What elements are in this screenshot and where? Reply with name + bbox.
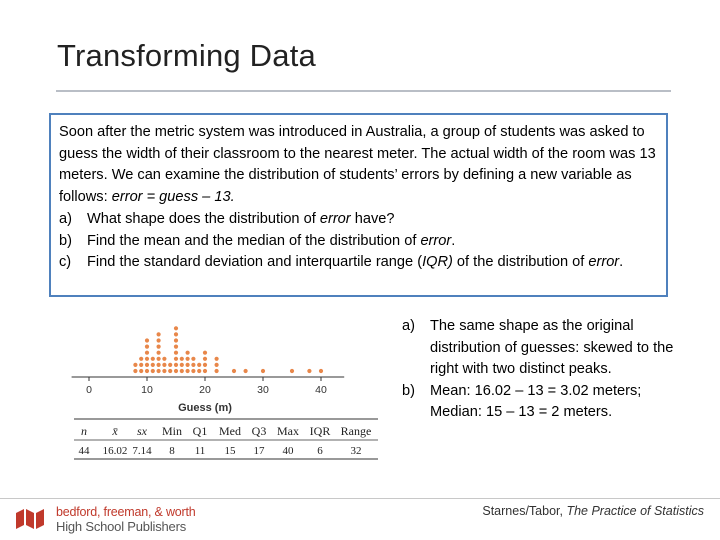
data-dot [145, 338, 149, 342]
stats-value: 8 [169, 445, 175, 457]
stats-value: 6 [317, 445, 323, 457]
data-dot [151, 363, 155, 367]
data-dot [191, 363, 195, 367]
logo-line-2: High School Publishers [56, 519, 187, 534]
data-dot [232, 369, 236, 373]
stats-header: Max [277, 424, 299, 438]
data-dot [145, 369, 149, 373]
credit-authors: Starnes/Tabor, [482, 504, 567, 518]
data-dot [174, 326, 178, 330]
data-dot [319, 369, 323, 373]
stats-value: 40 [282, 445, 294, 457]
x-tick-label: 30 [257, 384, 269, 396]
stats-header: Q1 [192, 424, 208, 438]
data-dot [186, 351, 190, 355]
data-dot [133, 363, 137, 367]
question-a [59, 209, 658, 231]
answer-label: a) [402, 318, 415, 334]
slide-title: Transforming Data [57, 38, 316, 73]
stats-header: IQR [309, 424, 331, 438]
x-tick-label: 0 [86, 384, 92, 396]
stats-header: Min [161, 424, 183, 438]
data-dot [157, 351, 161, 355]
data-dot [203, 369, 207, 373]
stats-value: 16.02 [102, 445, 128, 457]
stats-value: 7.14 [132, 445, 152, 457]
data-dot [215, 363, 219, 367]
data-dot [139, 357, 143, 361]
footer-credit [482, 504, 704, 518]
data-dot [180, 363, 184, 367]
question-text-end: have? [350, 210, 395, 227]
stats-value: 17 [253, 445, 265, 457]
stats-value: 11 [194, 445, 206, 457]
data-dot [186, 369, 190, 373]
data-dot [157, 345, 161, 349]
data-dot [180, 357, 184, 361]
data-dot [174, 332, 178, 336]
question-b [59, 231, 658, 253]
data-dot [157, 363, 161, 367]
data-dot [244, 369, 248, 373]
answer-b [402, 381, 692, 424]
data-dot [151, 369, 155, 373]
question-label: b) [59, 232, 72, 249]
dotplot-figure [70, 316, 382, 466]
data-dot [157, 357, 161, 361]
question-emphasis: error [319, 210, 351, 227]
data-dot [174, 351, 178, 355]
data-dot [174, 369, 178, 373]
x-tick-label: 10 [141, 384, 153, 396]
question-text-mid: of the distribution of [452, 254, 589, 271]
question-text: Find the mean and the median of the distribution of [87, 232, 421, 249]
logo-line-1: bedford, freeman, & worth [56, 505, 196, 519]
problem-intro-text: Soon after the metric system was introduced in Australia, a group of students was asked to guess the width of their classroom to the nearest meter. The actual width of the room was 13 meters. We can examine the distribution of students’ errors by defining a new variable as follows: [59, 124, 656, 206]
data-dot [139, 363, 143, 367]
question-c [59, 252, 658, 274]
question-label: c) [59, 254, 72, 271]
answer-text: The same shape as the original distribution of guesses: skewed to the right with two distinct peaks. [430, 318, 674, 377]
problem-intro [59, 122, 658, 209]
answer-text: Mean: 16.02 – 13 = 3.02 meters; Median: 15 – 13 = 2 meters. [430, 382, 642, 420]
stats-value: 44 [78, 445, 90, 457]
data-dot [145, 363, 149, 367]
answers-block [402, 316, 692, 424]
question-emphasis: IQR) [422, 254, 453, 271]
data-dot [162, 369, 166, 373]
data-dot [157, 338, 161, 342]
data-dot [168, 369, 172, 373]
stats-header: Q3 [251, 424, 267, 438]
data-dot [174, 357, 178, 361]
data-dot [145, 345, 149, 349]
stats-header: x̄ [112, 424, 118, 438]
data-dot [215, 357, 219, 361]
question-emphasis: error [420, 232, 452, 249]
data-dot [157, 369, 161, 373]
data-dot [203, 351, 207, 355]
question-text: What shape does the distribution of [87, 210, 320, 227]
x-tick-label: 20 [199, 384, 211, 396]
data-dot [191, 357, 195, 361]
data-dot [174, 345, 178, 349]
publisher-mark-icon [14, 505, 48, 533]
data-dot [186, 363, 190, 367]
footer-divider [0, 498, 720, 499]
question-text: Find the standard deviation and interquartile range ( [87, 254, 423, 271]
dotplot-chart [70, 316, 382, 466]
data-dot [162, 357, 166, 361]
data-dot [261, 369, 265, 373]
data-dot [191, 369, 195, 373]
data-dot [174, 338, 178, 342]
x-tick-label: 40 [315, 384, 327, 396]
stats-value: 32 [350, 445, 362, 457]
x-axis-label: Guess (m) [178, 402, 232, 414]
data-dot [133, 369, 137, 373]
data-dot [145, 357, 149, 361]
stats-header: sx [137, 424, 147, 438]
problem-definition: error = guess – 13. [111, 189, 235, 206]
data-dot [139, 369, 143, 373]
data-dot [215, 369, 219, 373]
question-label: a) [59, 210, 72, 227]
data-dot [180, 369, 184, 373]
question-text-end: . [619, 254, 624, 271]
problem-box [49, 113, 668, 297]
data-dot [307, 369, 311, 373]
data-dot [197, 363, 201, 367]
data-dot [162, 363, 166, 367]
data-dot [203, 363, 207, 367]
data-dot [151, 357, 155, 361]
answer-label: b) [402, 382, 415, 399]
publisher-logo [14, 505, 214, 535]
data-dot [157, 332, 161, 336]
credit-book: The Practice of Statistics [566, 504, 704, 518]
question-text-end: . [451, 232, 456, 249]
stats-header: Med [219, 424, 241, 438]
stats-value: 15 [224, 445, 236, 457]
data-dot [145, 351, 149, 355]
data-dot [203, 357, 207, 361]
data-dot [290, 369, 294, 373]
answer-a [402, 316, 692, 381]
question-emphasis-2: error [588, 254, 620, 271]
data-dot [174, 363, 178, 367]
stats-header: n [81, 424, 87, 438]
data-dot [186, 357, 190, 361]
data-dot [168, 363, 172, 367]
title-divider [56, 90, 671, 92]
stats-header: Range [340, 424, 372, 438]
data-dot [197, 369, 201, 373]
